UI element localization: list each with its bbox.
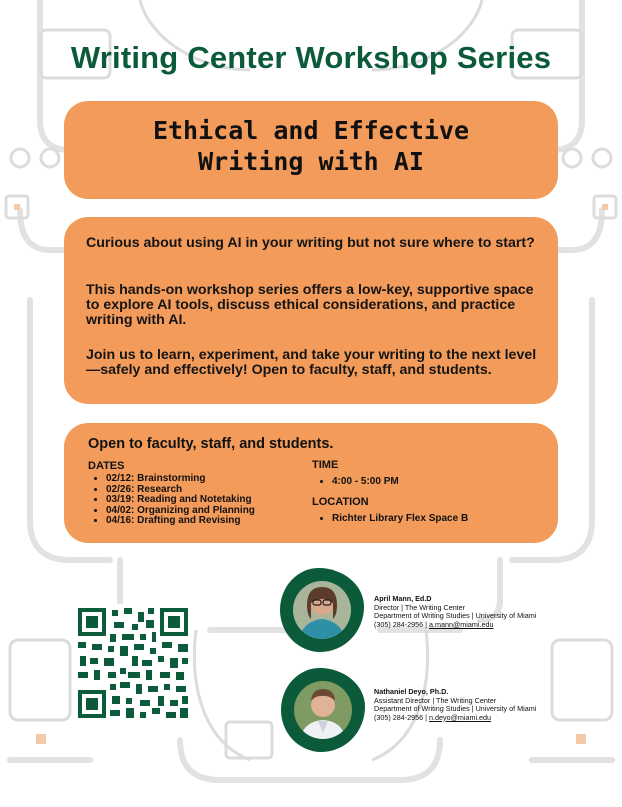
time-item: • 4:00 - 5:00 PM <box>332 477 399 488</box>
headshot-nathaniel-deyo <box>294 681 352 739</box>
dates-label: DATES <box>88 460 125 472</box>
contact-april-mann <box>374 595 536 629</box>
date-item: • 02/12: Brainstorming <box>106 474 255 485</box>
intro-paragraph-3: Join us to learn, experiment, and take your writing to the next level—safely and effectively! Open to faculty, staff, and students. <box>86 347 537 378</box>
contact-name: April Mann, Ed.D <box>374 594 432 603</box>
contact-name: Nathaniel Deyo, Ph.D. <box>374 687 449 696</box>
headshot-april-mann <box>293 581 351 639</box>
contact-nathaniel-deyo <box>374 688 536 722</box>
time-label: TIME <box>312 459 339 471</box>
time-list <box>316 477 399 488</box>
date-item: • 03/19: Reading and Notetaking <box>106 495 255 506</box>
dates-list <box>90 474 255 527</box>
qr-code-graphic <box>74 604 192 722</box>
qr-code[interactable] <box>74 604 192 722</box>
page-title: Writing Center Workshop Series <box>70 40 552 75</box>
location-label: LOCATION <box>312 496 369 508</box>
subtitle-panel <box>64 101 558 199</box>
date-item: • 04/02: Organizing and Planning <box>106 506 255 517</box>
date-item: • 04/16: Drafting and Revising <box>106 516 255 527</box>
intro-panel <box>64 217 558 404</box>
details-panel <box>64 423 558 543</box>
date-item: • 02/26: Research <box>106 485 255 496</box>
contact-dept: Department of Writing Studies | University of Miami <box>374 704 537 714</box>
contact-phone: (305) 284-2956 | <box>374 619 428 629</box>
contact-role: Director | The Writing Center <box>374 602 466 612</box>
intro-paragraph-1: Curious about using AI in your writing but not sure where to start? <box>86 235 535 251</box>
location-item: • Richter Library Flex Space B <box>332 514 468 525</box>
workshop-subtitle: Ethical and Effective Writing with AI <box>152 116 470 176</box>
contact-email-link[interactable]: n.deyo@miami.edu <box>429 712 492 722</box>
contact-dept: Department of Writing Studies | University of Miami <box>374 611 537 621</box>
audience-heading: Open to faculty, staff, and students. <box>88 436 334 452</box>
contact-phone: (305) 284-2956 | <box>374 712 428 722</box>
contact-role: Assistant Director | The Writing Center <box>374 695 497 705</box>
contact-line <box>374 714 536 723</box>
contact-email-link[interactable]: a.mann@miami.edu <box>429 619 494 629</box>
location-list <box>316 514 468 525</box>
contact-line <box>374 621 536 630</box>
intro-paragraph-2: This hands-on workshop series offers a low-key, supportive space to explore AI tools, discuss ethical considerations, and practice writing with AI. <box>86 282 534 328</box>
